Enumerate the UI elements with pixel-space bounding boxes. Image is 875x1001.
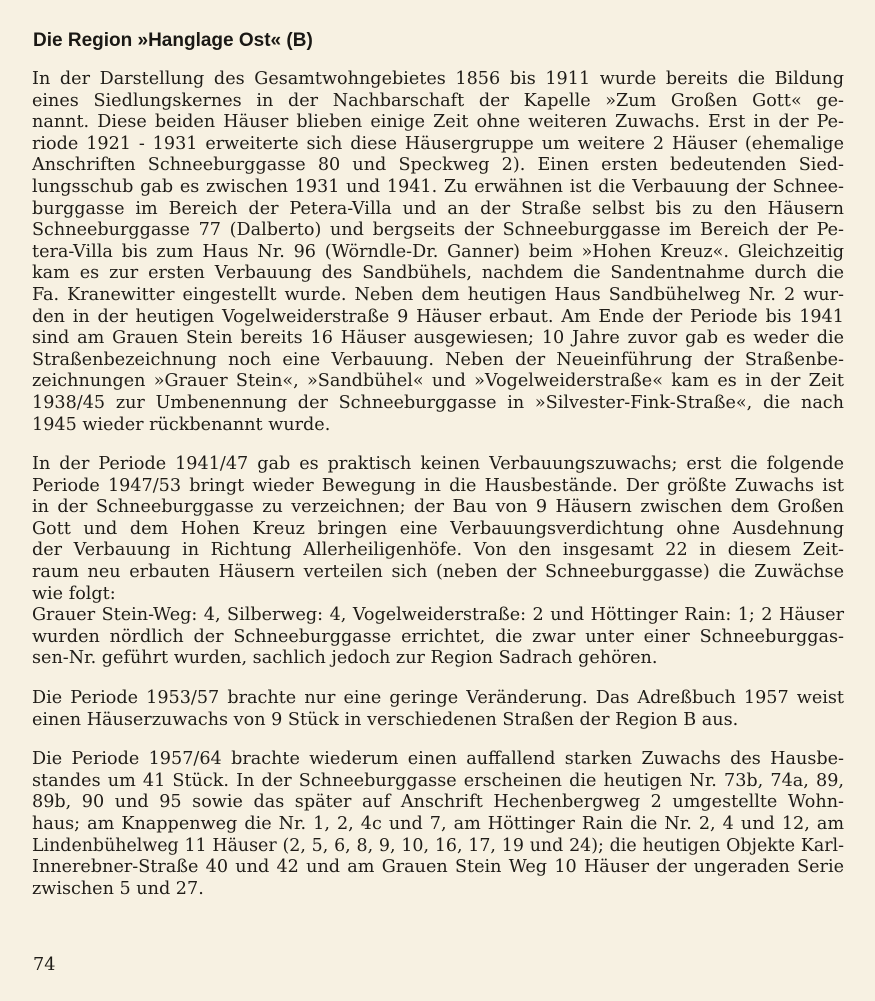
text-line: In der Darstellung des Gesamtwohngebietes 1856 bis 1911 wurde bereits die Bildung bbox=[32, 69, 844, 89]
text-line: Straßenbezeichnung noch eine Verbauung. Neben der Neueinführung der Straßenbe- bbox=[32, 349, 844, 370]
text-line: zwischen 5 und 27. bbox=[32, 878, 204, 899]
text-line: raum neu erbauten Häusern verteilen sich (neben der Schneeburggasse) die Zuwächse bbox=[32, 562, 844, 583]
text-line: sen-Nr. geführt wurden, sachlich jedoch zur Region Sadrach gehören. bbox=[32, 648, 658, 669]
text-line: burggasse im Bereich der Petera-Villa und an der Straße selbst bis zu den Häusern bbox=[32, 198, 844, 219]
text-line: eines Siedlungskernes in der Nachbarschaft der Kapelle »Zum Großen Gott« ge- bbox=[32, 90, 844, 111]
text-line: Gott und dem Hohen Kreuz bringen eine Verbauungsverdichtung ohne Ausdehnung bbox=[32, 518, 844, 539]
text-line: der Verbauung in Richtung Allerheiligenhöfe. Von den insgesamt 22 in diesem Zeit- bbox=[32, 540, 844, 561]
text-line: Die Periode 1957/64 brachte wiederum einen auffallend starken Zuwachs des Hausbe- bbox=[32, 749, 844, 770]
text-line: den in der heutigen Vogelweiderstraße 9 Häuser erbaut. Am Ende der Periode bis 1941 bbox=[32, 306, 844, 327]
text-line: Innerebner-Straße 40 und 42 und am Grauen Stein Weg 10 Häuser der ungeraden Serie bbox=[32, 857, 844, 878]
text-line: lungsschub gab es zwischen 1931 und 1941. Zu erwähnen ist die Verbauung der Schnee- bbox=[32, 176, 844, 197]
text-line: 1945 wieder rückbenannt wurde. bbox=[32, 414, 331, 435]
text-line: tera-Villa bis zum Haus Nr. 96 (Wörndle-Dr. Ganner) beim »Hohen Kreuz«. Gleichzeitig bbox=[32, 241, 844, 262]
paragraph bbox=[32, 69, 844, 436]
text-line: 89b, 90 und 95 sowie das später auf Anschrift Hechenbergweg 2 umgestellte Wohn- bbox=[32, 792, 844, 813]
text-line: einen Häuserzuwachs von 9 Stück in verschiedenen Straßen der Region B aus. bbox=[32, 709, 739, 730]
text-line: Schneeburggasse 77 (Dalberto) und bergseits der Schneeburggasse im Bereich der Pe- bbox=[32, 220, 844, 241]
text-line: Die Periode 1953/57 brachte nur eine geringe Veränderung. Das Adreßbuch 1957 weist bbox=[32, 688, 844, 709]
body-text bbox=[32, 69, 844, 918]
paragraph bbox=[32, 454, 844, 670]
text-line: In der Periode 1941/47 gab es praktisch keinen Verbauungszuwachs; erst die folgende bbox=[32, 454, 844, 475]
text-line: wie folgt: bbox=[32, 583, 116, 604]
text-line: Lindenbühelweg 11 Häuser (2, 5, 6, 8, 9, 10, 16, 17, 19 und 24); die heutigen Objekte Karl- bbox=[32, 835, 844, 856]
text-line: 1938/45 zur Umbenennung der Schneeburggasse in »Silvester-Fink-Straße«, die nach bbox=[32, 392, 844, 413]
text-line: Grauer Stein-Weg: 4, Silberweg: 4, Vogelweiderstraße: 2 und Höttinger Rain: 1; 2 Häuser bbox=[32, 605, 844, 626]
text-line: standes um 41 Stück. In der Schneeburggasse erscheinen die heutigen Nr. 73b, 74a, 89, bbox=[32, 770, 844, 791]
text-line: wurden nördlich der Schneeburggasse errichtet, die zwar unter einer Schneeburggas- bbox=[32, 626, 844, 647]
text-line: in der Schneeburggasse zu verzeichnen; der Bau von 9 Häusern zwischen dem Großen bbox=[32, 497, 844, 518]
text-line: kam es zur ersten Verbauung des Sandbühels, nachdem die Sandentnahme durch die bbox=[32, 263, 844, 284]
text-line: riode 1921 - 1931 erweiterte sich diese Häusergruppe um weitere 2 Häuser (ehemalige bbox=[32, 133, 844, 154]
text-line: sind am Grauen Stein bereits 16 Häuser ausgewiesen; 10 Jahre zuvor gab es weder die bbox=[32, 328, 844, 349]
text-line: Anschriften Schneeburggasse 80 und Speckweg 2). Einen ersten bedeutenden Sied- bbox=[32, 155, 844, 176]
text-line: haus; am Knappenweg die Nr. 1, 2, 4c und 7, am Höttinger Rain die Nr. 2, 4 und 12, am bbox=[32, 814, 844, 834]
page-number: 74 bbox=[33, 955, 56, 975]
text-line: Periode 1947/53 bringt wieder Bewegung in die Hausbestände. Der größte Zuwachs ist bbox=[32, 475, 844, 496]
text-line: zeichnungen »Grauer Stein«, »Sandbühel« und »Vogelweiderstraße« kam es in der Zeit bbox=[32, 371, 844, 392]
text-line: nannt. Diese beiden Häuser blieben einige Zeit ohne weiteren Zuwachs. Erst in der Pe- bbox=[32, 112, 844, 133]
paragraph bbox=[32, 749, 844, 900]
paragraph bbox=[32, 688, 844, 731]
text-line: Fa. Kranewitter eingestellt wurde. Neben dem heutigen Haus Sandbühelweg Nr. 2 wur- bbox=[32, 284, 844, 305]
section-heading: Die Region »Hanglage Ost« (B) bbox=[33, 30, 313, 51]
